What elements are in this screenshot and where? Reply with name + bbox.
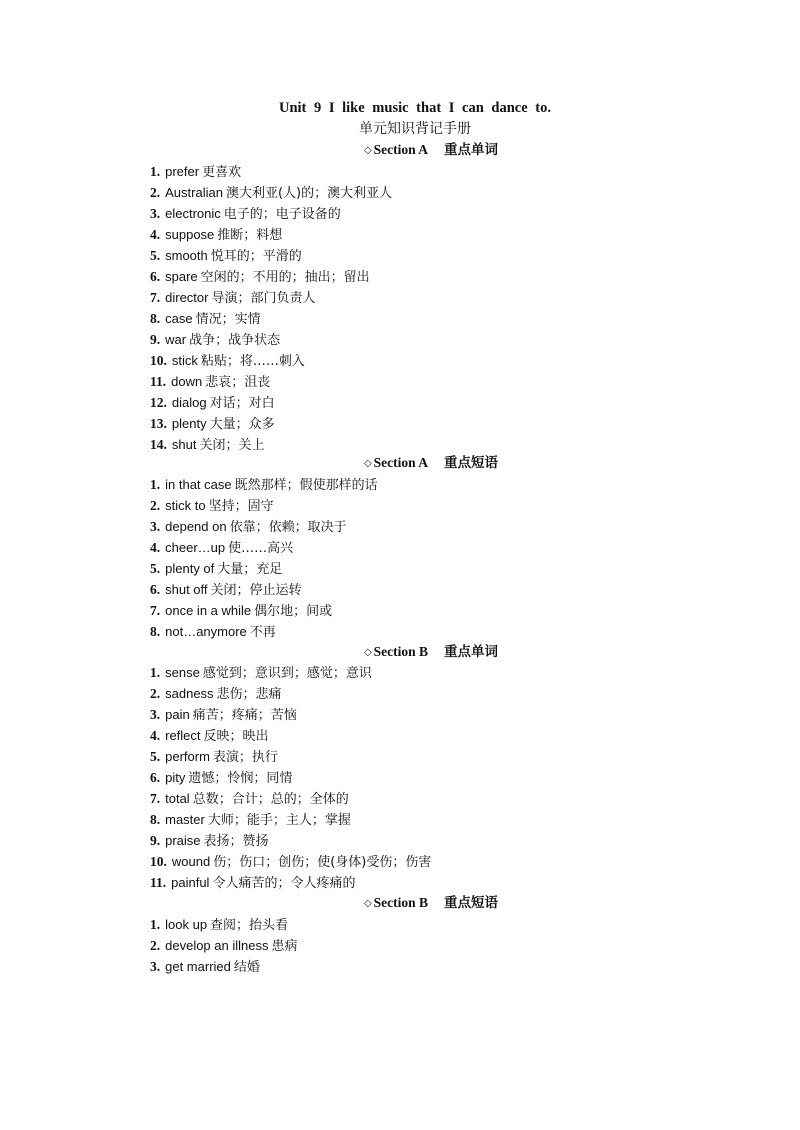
item-number: 2. xyxy=(150,185,161,200)
item-meaning: 悦耳的；平滑的 xyxy=(210,249,302,264)
section-category: 重点短语 xyxy=(444,455,499,470)
section-heading-b-phrases xyxy=(0,893,800,914)
item-term: down xyxy=(171,374,203,389)
item-term: war xyxy=(165,332,187,347)
item-number: 5. xyxy=(150,749,161,764)
item-meaning: 表扬；赞扬 xyxy=(203,834,269,849)
item-number: 11. xyxy=(150,374,167,389)
item-number: 6. xyxy=(150,269,161,284)
item-term: sadness xyxy=(165,686,214,701)
item-term: develop an illness xyxy=(165,938,269,953)
item-meaning: 大量；众多 xyxy=(209,417,275,432)
item-number: 2. xyxy=(150,498,161,513)
item-term: shut off xyxy=(165,582,208,597)
diamond-icon: ◇ xyxy=(363,145,372,156)
item-meaning: 遗憾；怜悯；同情 xyxy=(188,771,293,786)
item-term: in that case xyxy=(165,477,232,492)
item-meaning: 查阅；抬头看 xyxy=(210,918,289,933)
item-number: 2. xyxy=(150,938,161,953)
item-term: pity xyxy=(165,770,186,785)
item-term: reflect xyxy=(165,728,201,743)
section-heading-b-words xyxy=(0,642,800,663)
item-meaning: 总数；合计；总的；全体的 xyxy=(192,792,349,807)
list-item xyxy=(150,474,710,495)
item-meaning: 悲伤；悲痛 xyxy=(216,687,282,702)
item-number: 10. xyxy=(150,854,167,869)
list-item xyxy=(150,413,710,434)
item-number: 4. xyxy=(150,728,161,743)
item-meaning: 患病 xyxy=(271,939,298,954)
item-term: depend on xyxy=(165,519,227,534)
list-item xyxy=(150,371,710,392)
list-item xyxy=(150,600,710,621)
item-number: 7. xyxy=(150,603,161,618)
item-term: stick xyxy=(171,353,198,368)
vocabulary-list-b-words xyxy=(150,662,710,893)
item-term: cheer…up xyxy=(165,540,226,555)
phrase-list-a xyxy=(150,474,710,642)
item-term: sense xyxy=(165,665,200,680)
item-meaning: 战争；战争状态 xyxy=(189,333,281,348)
item-meaning: 情况；实情 xyxy=(195,312,261,327)
item-term: shut xyxy=(171,437,197,452)
item-term: once in a while xyxy=(165,603,252,618)
section-category: 重点单词 xyxy=(444,142,499,157)
item-number: 8. xyxy=(150,311,161,326)
item-number: 7. xyxy=(150,290,161,305)
list-item xyxy=(150,516,710,537)
list-item xyxy=(150,935,710,956)
item-meaning: 令人痛苦的；令人疼痛的 xyxy=(212,876,356,891)
item-number: 5. xyxy=(150,561,161,576)
unit-title: Unit 9 I like music that I can dance to. xyxy=(278,100,552,116)
item-meaning: 关闭；停止运转 xyxy=(210,583,302,598)
item-term: praise xyxy=(165,833,201,848)
item-number: 3. xyxy=(150,959,161,974)
item-number: 8. xyxy=(150,812,161,827)
section-heading-a-words xyxy=(0,140,800,161)
diamond-icon: ◇ xyxy=(363,898,372,909)
item-number: 9. xyxy=(150,332,161,347)
item-meaning: 坚持；固守 xyxy=(208,499,274,514)
item-number: 6. xyxy=(150,582,161,597)
item-term: wound xyxy=(171,854,211,869)
item-number: 3. xyxy=(150,206,161,221)
item-term: look up xyxy=(165,917,208,932)
item-meaning: 关闭；关上 xyxy=(199,438,265,453)
item-term: director xyxy=(165,290,209,305)
item-number: 12. xyxy=(150,395,167,410)
item-meaning: 电子的；电子设备的 xyxy=(223,207,341,222)
item-term: suppose xyxy=(165,227,215,242)
list-item xyxy=(150,725,710,746)
list-item xyxy=(150,767,710,788)
list-item xyxy=(150,245,710,266)
list-item xyxy=(150,746,710,767)
item-number: 1. xyxy=(150,917,161,932)
item-term: electronic xyxy=(165,206,221,221)
item-number: 3. xyxy=(150,519,161,534)
item-number: 11. xyxy=(150,875,167,890)
item-meaning: 伤；伤口；创伤；使(身体)受伤；伤害 xyxy=(213,855,432,870)
item-meaning: 对话；对白 xyxy=(209,396,275,411)
section-category: 重点短语 xyxy=(444,895,499,910)
item-meaning: 悲哀；沮丧 xyxy=(205,375,271,390)
item-term: dialog xyxy=(171,395,207,410)
item-meaning: 大量；充足 xyxy=(217,562,283,577)
item-number: 9. xyxy=(150,833,161,848)
list-item xyxy=(150,621,710,642)
diamond-icon: ◇ xyxy=(363,647,372,658)
item-term: smooth xyxy=(165,248,208,263)
item-number: 7. xyxy=(150,791,161,806)
list-item xyxy=(150,329,710,350)
list-item xyxy=(150,872,710,893)
item-meaning: 结婚 xyxy=(233,960,260,975)
list-item xyxy=(150,704,710,725)
list-item xyxy=(150,203,710,224)
section-label: Section A xyxy=(373,455,429,470)
list-item xyxy=(150,495,710,516)
item-term: plenty of xyxy=(165,561,215,576)
list-item xyxy=(150,662,710,683)
section-category: 重点单词 xyxy=(444,644,499,659)
item-term: stick to xyxy=(165,498,206,513)
list-item xyxy=(150,161,710,182)
section-label: Section B xyxy=(373,644,429,659)
item-meaning: 使……高兴 xyxy=(228,541,294,556)
item-number: 1. xyxy=(150,665,161,680)
item-meaning: 既然那样；假使那样的话 xyxy=(234,478,378,493)
item-number: 6. xyxy=(150,770,161,785)
list-item xyxy=(150,914,710,935)
list-item xyxy=(150,956,710,977)
item-term: master xyxy=(165,812,205,827)
item-term: not…anymore xyxy=(165,624,247,639)
list-item xyxy=(150,392,710,413)
phrase-list-b xyxy=(150,914,710,977)
item-meaning: 粘贴；将……刺入 xyxy=(200,354,305,369)
list-item xyxy=(150,266,710,287)
section-label: Section A xyxy=(373,142,429,157)
item-meaning: 反映；映出 xyxy=(203,729,269,744)
list-item xyxy=(150,224,710,245)
item-number: 8. xyxy=(150,624,161,639)
list-item xyxy=(150,788,710,809)
item-number: 4. xyxy=(150,227,161,242)
item-number: 1. xyxy=(150,164,161,179)
list-item xyxy=(150,683,710,704)
list-item xyxy=(150,537,710,558)
item-meaning: 澳大利亚(人)的；澳大利亚人 xyxy=(225,186,393,201)
item-number: 1. xyxy=(150,477,161,492)
item-number: 3. xyxy=(150,707,161,722)
item-term: get married xyxy=(165,959,231,974)
list-item xyxy=(150,287,710,308)
item-meaning: 依靠；依赖；取决于 xyxy=(229,520,347,535)
vocabulary-list-a-words xyxy=(150,161,710,455)
item-term: Australian xyxy=(165,185,223,200)
list-item xyxy=(150,350,710,371)
list-item xyxy=(150,830,710,851)
item-term: perform xyxy=(165,749,210,764)
handbook-subtitle: 单元知识背记手册 xyxy=(359,122,471,137)
item-term: pain xyxy=(165,707,190,722)
section-heading-a-phrases xyxy=(0,453,800,474)
item-number: 14. xyxy=(150,437,167,452)
item-term: spare xyxy=(165,269,198,284)
list-item xyxy=(150,809,710,830)
list-item xyxy=(150,579,710,600)
section-label: Section B xyxy=(373,895,429,910)
list-item xyxy=(150,851,710,872)
item-number: 10. xyxy=(150,353,167,368)
item-term: plenty xyxy=(171,416,207,431)
item-meaning: 大师；能手；主人；掌握 xyxy=(207,813,351,828)
item-meaning: 不再 xyxy=(249,625,276,640)
item-number: 13. xyxy=(150,416,167,431)
item-term: painful xyxy=(171,875,210,890)
list-item xyxy=(150,308,710,329)
item-number: 5. xyxy=(150,248,161,263)
item-meaning: 偶尔地；间或 xyxy=(254,604,333,619)
item-meaning: 推断；料想 xyxy=(217,228,283,243)
item-meaning: 感觉到；意识到；感觉；意识 xyxy=(202,666,372,681)
item-meaning: 更喜欢 xyxy=(202,165,242,180)
item-number: 4. xyxy=(150,540,161,555)
item-meaning: 表演；执行 xyxy=(212,750,278,765)
item-number: 2. xyxy=(150,686,161,701)
item-meaning: 痛苦；疼痛；苦恼 xyxy=(192,708,297,723)
item-meaning: 空闲的；不用的；抽出；留出 xyxy=(200,270,370,285)
item-term: total xyxy=(165,791,190,806)
item-term: prefer xyxy=(165,164,200,179)
item-meaning: 导演；部门负责人 xyxy=(211,291,316,306)
list-item xyxy=(150,182,710,203)
item-term: case xyxy=(165,311,193,326)
list-item xyxy=(150,434,710,455)
list-item xyxy=(150,558,710,579)
diamond-icon: ◇ xyxy=(363,458,372,469)
